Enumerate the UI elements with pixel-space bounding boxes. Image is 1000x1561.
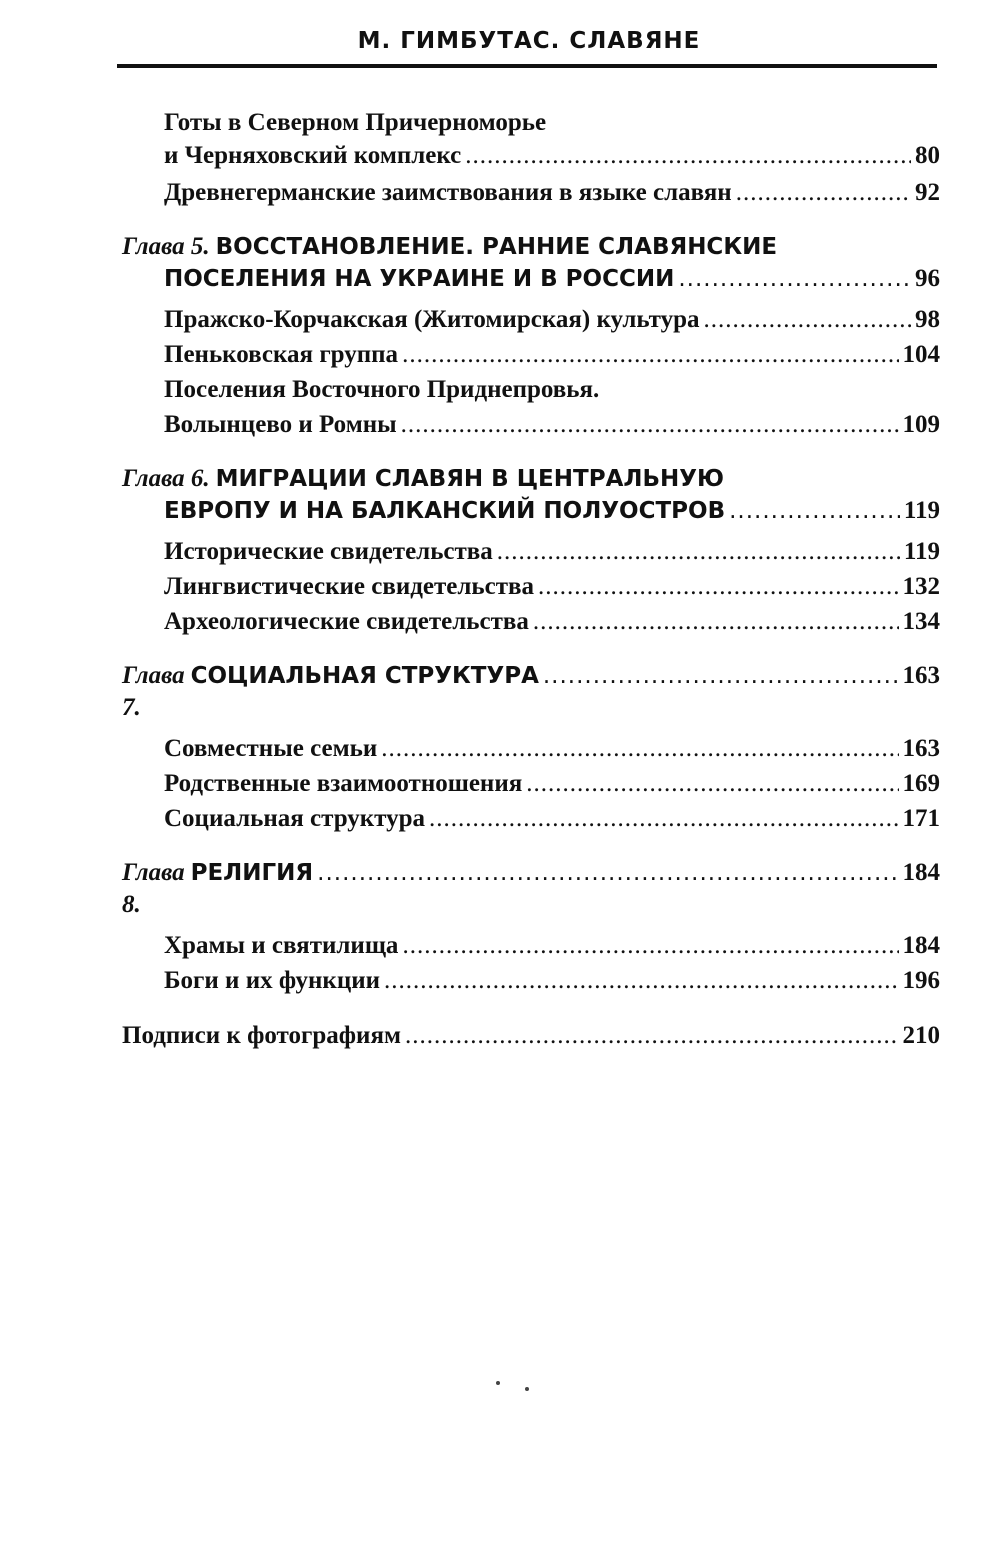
chapter-label: Глава 7. — [122, 662, 185, 721]
chapter-title: ЕВРОПУ И НА БАЛКАНСКИЙ ПОЛУОСТРОВ — [164, 498, 726, 524]
toc-entry-text: Поселения Восточного Приднепровья. — [164, 376, 600, 403]
header-rule — [117, 64, 937, 68]
toc-page-number: 104 — [902, 341, 940, 368]
chapter-title: ВОССТАНОВЛЕНИЕ. РАННИЕ СЛАВЯНСКИЕ — [215, 234, 778, 260]
chapter-title: СОЦИАЛЬНАЯ СТРУКТУРА — [190, 663, 539, 689]
chapter-title: РЕЛИГИЯ — [190, 860, 314, 886]
toc-page-number: 196 — [902, 967, 940, 994]
dot-leader — [533, 605, 899, 638]
toc-entry-text: Лингвистические свидетельства — [164, 573, 534, 600]
toc-entry-penkovka[interactable] — [164, 338, 940, 371]
toc-entry-kinship[interactable] — [164, 767, 940, 800]
dot-leader — [402, 338, 898, 371]
toc-page-number: 184 — [902, 859, 940, 886]
toc-page-number: 132 — [902, 573, 940, 600]
toc-entry-text: Совместные семьи — [164, 735, 378, 762]
toc-entry-text: Пеньковская группа — [164, 341, 399, 368]
toc-page-number: 109 — [902, 411, 940, 438]
toc-chapter-6[interactable] — [122, 463, 940, 527]
toc-entry-historical[interactable] — [164, 535, 940, 568]
toc-entry-goths[interactable] — [164, 106, 940, 172]
toc-page-number: 98 — [915, 306, 940, 333]
toc-entry-germanic-loans[interactable] — [164, 176, 940, 209]
toc-page-number: 171 — [902, 805, 940, 832]
toc-chapter-7[interactable] — [122, 660, 940, 724]
toc-chapter-8[interactable] — [122, 857, 940, 921]
dot-leader — [538, 570, 899, 603]
toc-entry-text: Боги и их функции — [164, 967, 381, 994]
toc-page-number: 163 — [902, 735, 940, 762]
toc-page-number: 134 — [902, 608, 940, 635]
toc-entry-text: Волынцево и Ромны — [164, 411, 397, 438]
toc-entry-gods[interactable] — [164, 964, 940, 997]
toc-page-number: 169 — [902, 770, 940, 797]
toc-entry-text: Готы в Северном Причерноморье — [164, 109, 547, 136]
toc-entry-linguistic[interactable] — [164, 570, 940, 603]
dot-leader — [729, 495, 900, 527]
toc-entry-text: Исторические свидетельства — [164, 538, 493, 565]
chapter-label: Глава 5. — [122, 233, 210, 260]
toc-entry-photo-captions[interactable] — [122, 1019, 940, 1052]
toc-entry-text: Древнегерманские заимствования в языке славян — [164, 179, 732, 206]
dot-leader — [497, 535, 900, 568]
toc-entry-social-structure[interactable] — [164, 802, 940, 835]
dot-leader — [381, 732, 898, 765]
toc-entry-text: Подписи к фотографиям — [122, 1022, 402, 1049]
dot-leader — [736, 176, 911, 209]
dot-leader — [401, 408, 899, 441]
toc-entry-text: Археологические свидетельства — [164, 608, 529, 635]
toc-page-number: 163 — [902, 662, 940, 689]
toc-entry-text: Родственные взаимоотношения — [164, 770, 523, 797]
chapter-title: ПОСЕЛЕНИЯ НА УКРАИНЕ И В РОССИИ — [164, 266, 675, 292]
toc-entry-joint-families[interactable] — [164, 732, 940, 765]
dot-leader — [317, 857, 898, 889]
scan-speck — [496, 1381, 500, 1385]
dot-leader — [405, 1019, 898, 1052]
toc-entry-text: Храмы и святилища — [164, 932, 399, 959]
toc-page-number: 210 — [902, 1022, 940, 1049]
table-of-contents — [122, 106, 940, 1052]
dot-leader — [678, 263, 911, 295]
dot-leader — [543, 660, 899, 692]
toc-entry-text: и Черняховский комплекс — [164, 142, 462, 169]
dot-leader — [429, 802, 898, 835]
toc-page-number: 92 — [915, 179, 940, 206]
toc-entry-text: Социальная структура — [164, 805, 426, 832]
dot-leader — [402, 929, 898, 962]
toc-entry-text: Пражско-Корчакская (Житомирская) культура — [164, 306, 700, 333]
toc-chapter-5[interactable] — [122, 231, 940, 295]
chapter-label: Глава 8. — [122, 859, 185, 918]
toc-entry-prague-korchak[interactable] — [164, 303, 940, 336]
toc-page-number: 80 — [915, 142, 940, 169]
dot-leader — [526, 767, 898, 800]
toc-page-number: 184 — [902, 932, 940, 959]
toc-entry-temples[interactable] — [164, 929, 940, 962]
toc-entry-east-dnieper[interactable] — [164, 373, 940, 441]
toc-page-number: 96 — [915, 265, 940, 292]
running-title: М. ГИМБУТАС. СЛАВЯНЕ — [357, 28, 701, 54]
chapter-title: МИГРАЦИИ СЛАВЯН В ЦЕНТРАЛЬНУЮ — [215, 466, 724, 492]
scan-speck — [525, 1387, 529, 1391]
dot-leader — [384, 964, 898, 997]
chapter-label: Глава 6. — [122, 465, 210, 492]
toc-entry-archaeological[interactable] — [164, 605, 940, 638]
dot-leader — [704, 303, 911, 336]
dot-leader — [465, 139, 911, 172]
toc-page-number: 119 — [903, 497, 940, 524]
toc-page-number: 119 — [903, 538, 940, 565]
